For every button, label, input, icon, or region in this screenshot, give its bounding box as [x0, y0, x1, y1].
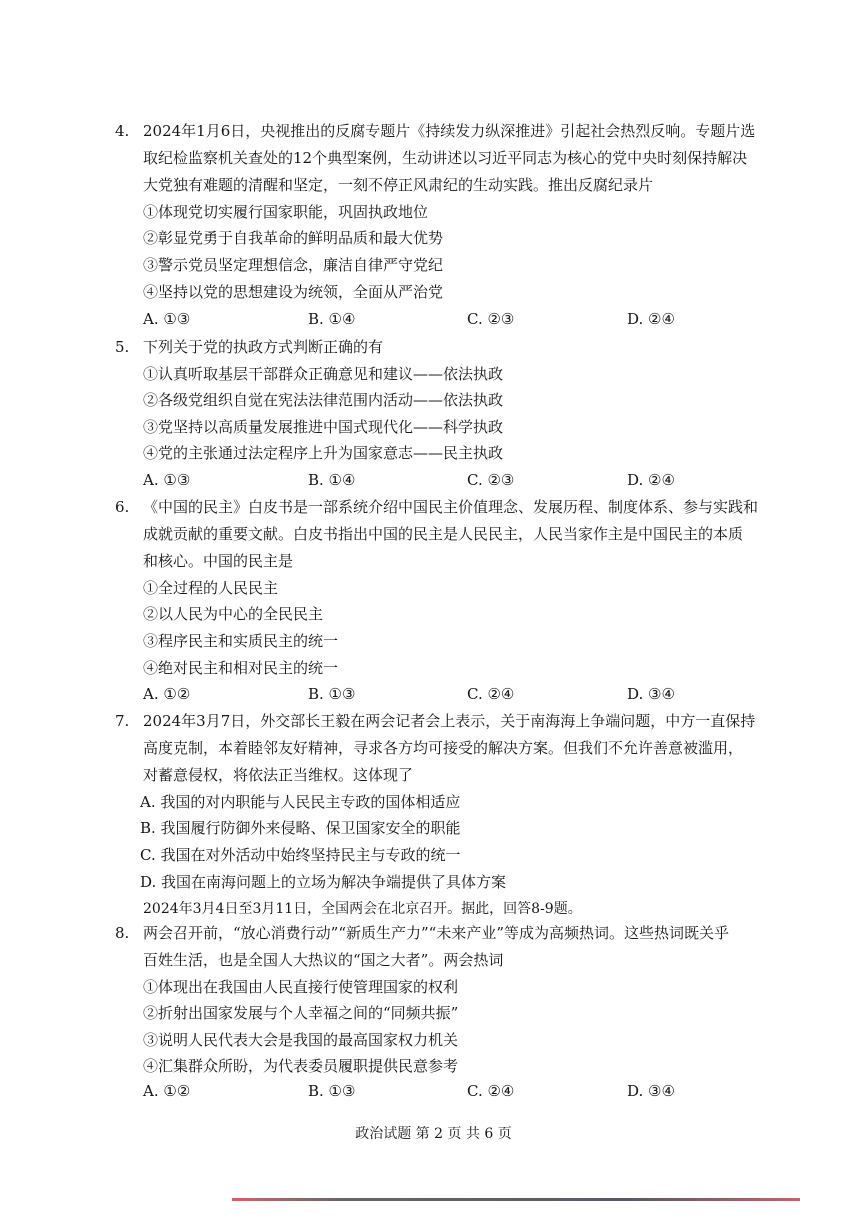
question-number: 7. [115, 712, 130, 730]
answer-choice-c: C. ②③ [467, 310, 515, 328]
answer-choice-a: A. ①② [143, 685, 191, 703]
statement-item: ②彰显党勇于自我革命的鲜明品质和最大优势 [143, 229, 444, 247]
statement-item: ①全过程的人民民主 [143, 579, 279, 597]
stem-line: 2024年1月6日，央视推出的反腐专题片《持续发力纵深推进》引起社会热烈反响。专题片选 [143, 122, 756, 140]
answer-choice-a: A. ①③ [143, 310, 191, 328]
stem-line: 高度克制，本着睦邻友好精神，寻求各方均可接受的解决方案。但我们不允许善意被滥用， [143, 739, 744, 757]
statement-item: ③说明人民代表大会是我国的最高国家权力机关 [143, 1031, 459, 1049]
question-stem [143, 334, 803, 361]
stem-line: 成就贡献的重要文献。白皮书指出中国的民主是人民民主，人民当家作主是中国民主的本质 [143, 525, 744, 543]
statement-item: ③程序民主和实质民主的统一 [143, 632, 339, 650]
statement-item: ④坚持以党的思想建设为统领，全面从严治党 [143, 283, 444, 301]
statement-item: ②各级党组织自觉在宪法法律范围内活动——依法执政 [143, 391, 504, 409]
stem-line: 下列关于党的执政方式判断正确的有 [143, 338, 384, 356]
answer-option-d: D. 我国在南海问题上的立场为解决争端提供了具体方案 [140, 873, 507, 891]
answer-option-a: A. 我国的对内职能与人民民主专政的国体相适应 [140, 793, 461, 811]
question-number: 5. [115, 338, 130, 356]
answer-choice-d: D. ③④ [627, 1082, 675, 1100]
answer-choice-c: C. ②④ [467, 685, 515, 703]
answer-choice-c: C. ②③ [467, 471, 515, 489]
statement-item: ③党坚持以高质量发展推进中国式现代化——科学执政 [143, 418, 504, 436]
page-footer: 政治试题 第 2 页 共 6 页 [355, 1126, 512, 1142]
stem-line: 《中国的民主》白皮书是一部系统介绍中国民主价值理念、发展历程、制度体系、参与实践和 [143, 498, 759, 516]
stem-line: 大党独有难题的清醒和坚定，一刻不停正风肃纪的生动实践。推出反腐纪录片 [143, 176, 654, 194]
answer-choice-d: D. ②④ [627, 471, 675, 489]
stem-line: 取纪检监察机关查处的12个典型案例，生动讲述以习近平同志为核心的党中央时刻保持解决 [143, 149, 748, 167]
stem-line: 两会召开前，“放心消费行动”“新质生产力”“未来产业”等成为高频热词。这些热词既关乎 [143, 924, 730, 942]
stem-line: 和核心。中国的民主是 [143, 552, 294, 570]
answer-choice-d: D. ③④ [627, 685, 675, 703]
answer-choice-d: D. ②④ [627, 310, 675, 328]
scan-edge-line [232, 1198, 800, 1201]
answer-option-b: B. 我国履行防御外来侵略、保卫国家安全的职能 [140, 819, 461, 837]
stem-line: 百姓生活，也是全国人大热议的“国之大者”。两会热词 [143, 951, 504, 969]
statement-item: ②以人民为中心的全民民主 [143, 605, 324, 623]
answer-choice-b: B. ①③ [308, 685, 356, 703]
question-number: 4. [115, 122, 130, 140]
answer-option-c: C. 我国在对外活动中始终坚持民主与专政的统一 [140, 846, 461, 864]
answer-choice-c: C. ②④ [467, 1082, 515, 1100]
question-stem [143, 118, 803, 199]
statement-item: ①认真听取基层干部群众正确意见和建议——依法执政 [143, 365, 504, 383]
answer-choice-b: B. ①④ [308, 471, 356, 489]
stem-line: 对蓄意侵权，将依法正当维权。这体现了 [143, 766, 414, 784]
statement-item: ③警示党员坚定理想信念，廉洁自律严守党纪 [143, 256, 444, 274]
stem-line: 2024年3月7日，外交部长王毅在两会记者会上表示，关于南海海上争端问题，中方一直保持 [143, 712, 756, 730]
question-stem [143, 494, 803, 575]
shared-stem-note: 2024年3月4日至3月11日，全国两会在北京召开。据此，回答8-9题。 [143, 901, 582, 917]
question-stem [143, 920, 803, 974]
question-stem [143, 708, 803, 789]
statement-item: ④绝对民主和相对民主的统一 [143, 659, 339, 677]
statement-item: ①体现党切实履行国家职能，巩固执政地位 [143, 203, 429, 221]
answer-choice-b: B. ①④ [308, 310, 356, 328]
answer-choice-a: A. ①③ [143, 471, 191, 489]
statement-item: ④汇集群众所盼，为代表委员履职提供民意参考 [143, 1057, 459, 1075]
question-number: 6. [115, 498, 130, 516]
answer-choice-b: B. ①③ [308, 1082, 356, 1100]
statement-item: ④党的主张通过法定程序上升为国家意志——民主执政 [143, 444, 504, 462]
statement-item: ②折射出国家发展与个人幸福之间的“同频共振” [143, 1004, 459, 1022]
answer-choice-a: A. ①② [143, 1082, 191, 1100]
question-number: 8. [115, 924, 130, 942]
statement-item: ①体现出在我国由人民直接行使管理国家的权利 [143, 978, 459, 996]
